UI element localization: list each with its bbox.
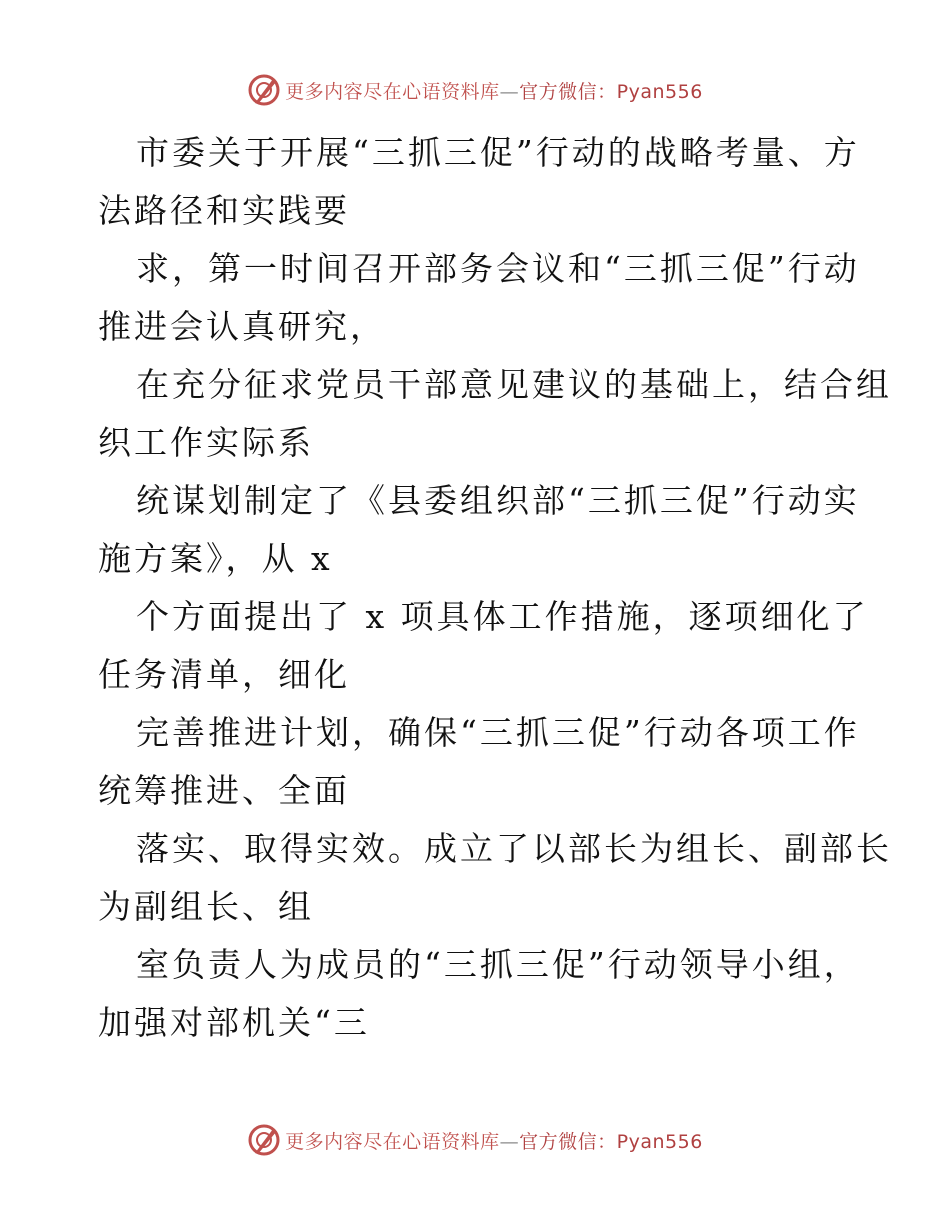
text-line: 市委关于开展“三抓三促”行动的战略考量、方 [136,133,860,172]
text-line: 施方案》，从 x [98,539,333,578]
banner-contact-text: 官方微信：Pyan556 [519,80,703,103]
text-line: 统筹推进、全面 [98,771,350,810]
banner-main-text: 更多内容尽在心语资料库 [285,1130,500,1153]
banner-text [285,1127,703,1154]
text-line: 在充分征求党员干部意见建议的基础上，结合组 [136,365,892,404]
header-banner [0,70,950,110]
text-line: 任务清单，细化 [98,655,350,694]
text-line: 求，第一时间召开部务会议和“三抓三促”行动 [136,249,860,288]
text-line: 为副组长、组 [98,887,314,926]
pen-logo-icon [247,73,281,107]
text-line: 落实、取得实效。成立了以部长为组长、副部长 [136,829,892,868]
text-line: 统谋划制定了《县委组织部“三抓三促”行动实 [136,481,860,520]
footer-banner [0,1120,950,1160]
text-line: 室负责人为成员的“三抓三促”行动领导小组， [136,945,860,984]
text-line: 织工作实际系 [98,423,314,462]
document-body [98,124,892,1052]
text-line: 推进会认真研究， [98,307,386,346]
text-line: 法路径和实践要 [98,191,350,230]
text-line: 完善推进计划，确保“三抓三促”行动各项工作 [136,713,860,752]
banner-text [285,77,703,104]
banner-dash: — [499,80,520,103]
pen-logo-icon [247,1123,281,1157]
banner-contact-text: 官方微信：Pyan556 [519,1130,703,1153]
banner-dash: — [499,1130,520,1153]
text-line: 个方面提出了 x 项具体工作措施，逐项细化了 [136,597,869,636]
banner-main-text: 更多内容尽在心语资料库 [285,80,500,103]
text-line: 加强对部机关“三 [98,1003,370,1042]
